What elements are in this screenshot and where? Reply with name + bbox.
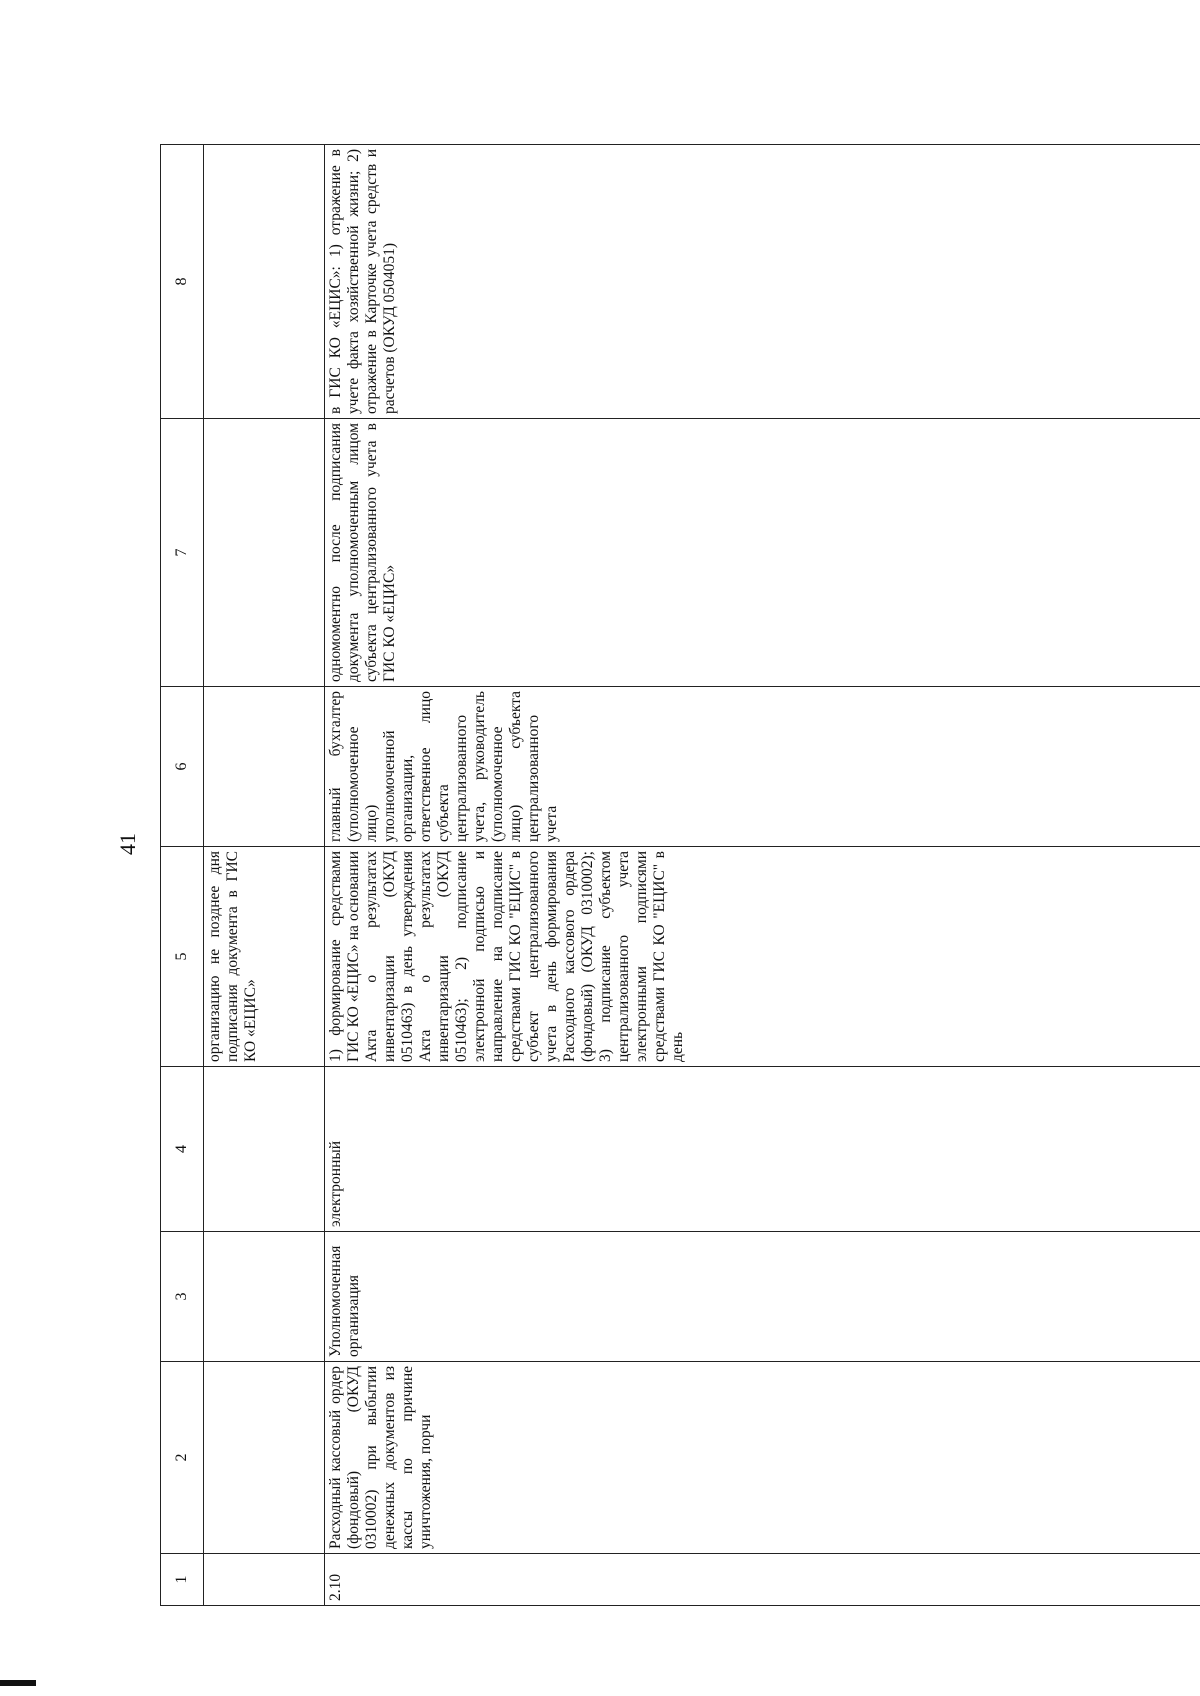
cont-cell-4 [204,1067,325,1232]
column-header-4: 4 [161,1067,204,1232]
column-header-2: 2 [161,1362,204,1554]
cont-cell-7 [204,419,325,687]
column-header-8: 8 [161,145,204,419]
scan-edge-mark [0,1680,36,1686]
procedure-cell: 1) формирование средствами ГИС КО «ЕЦИС» на основании Акта о результатах инвентаризации (ОКУД 0510463) в день утверждения Акта о результатах инвентаризации (ОКУД 0510463); 2) подписание электронной подписью и направление на подписание средствами ГИС КО "ЕЦИС" в субъект централизованного учета в день формирования Расходного кассового ордера (фондовый) (ОКУД 0310002); 3) подписание субъектом централизованного учета электронными подписями средствами ГИС КО "ЕЦИС" в день [325,847,1200,1067]
header-row [161,145,204,1606]
cont-cell-6 [204,687,325,847]
row-number-cell: 2.10 [325,1554,1200,1606]
document-table-wrapper [160,145,1200,1606]
result-cell: в ГИС КО «ЕЦИС»: 1) отражение в учете факта хозяйственной жизни; 2) отражение в Карточке учета средств и расчетов (ОКУД 0504051) [325,145,1200,419]
continuation-row [204,145,325,1606]
column-header-6: 6 [161,687,204,847]
format-cell: электронный [325,1067,1200,1232]
cont-cell-2 [204,1362,325,1554]
cont-cell-8 [204,145,325,419]
cont-cell-3 [204,1232,325,1362]
cont-cell-1 [204,1554,325,1606]
document-name-cell: Расходный кассовый ордер (фондовый) (ОКУД 0310002) при выбытии денежных документов из кассы по причине уничтожения, порчи [325,1362,1200,1554]
column-header-1: 1 [161,1554,204,1606]
page-number: 41 [115,833,140,855]
column-header-7: 7 [161,419,204,687]
cont-cell-5: организацию не позднее дня подписания документа в ГИС КО «ЕЦИС» [204,847,325,1067]
timing-cell: одномоментно после подписания документа уполномоченным лицом субъекта централизованного учета в ГИС КО «ЕЦИС» [325,419,1200,687]
creator-cell: Уполномоченная организация [325,1232,1200,1362]
table-row [325,145,1200,1606]
signatories-cell: главный бухгалтер (уполномоченное лицо) уполномоченной организации, ответственное лицо субъекта централизованного учета, руководитель (уполномоченное лицо) субъекта централизованного учета [325,687,1200,847]
column-header-5: 5 [161,847,204,1067]
document-table [160,144,1200,1606]
column-header-3: 3 [161,1232,204,1362]
